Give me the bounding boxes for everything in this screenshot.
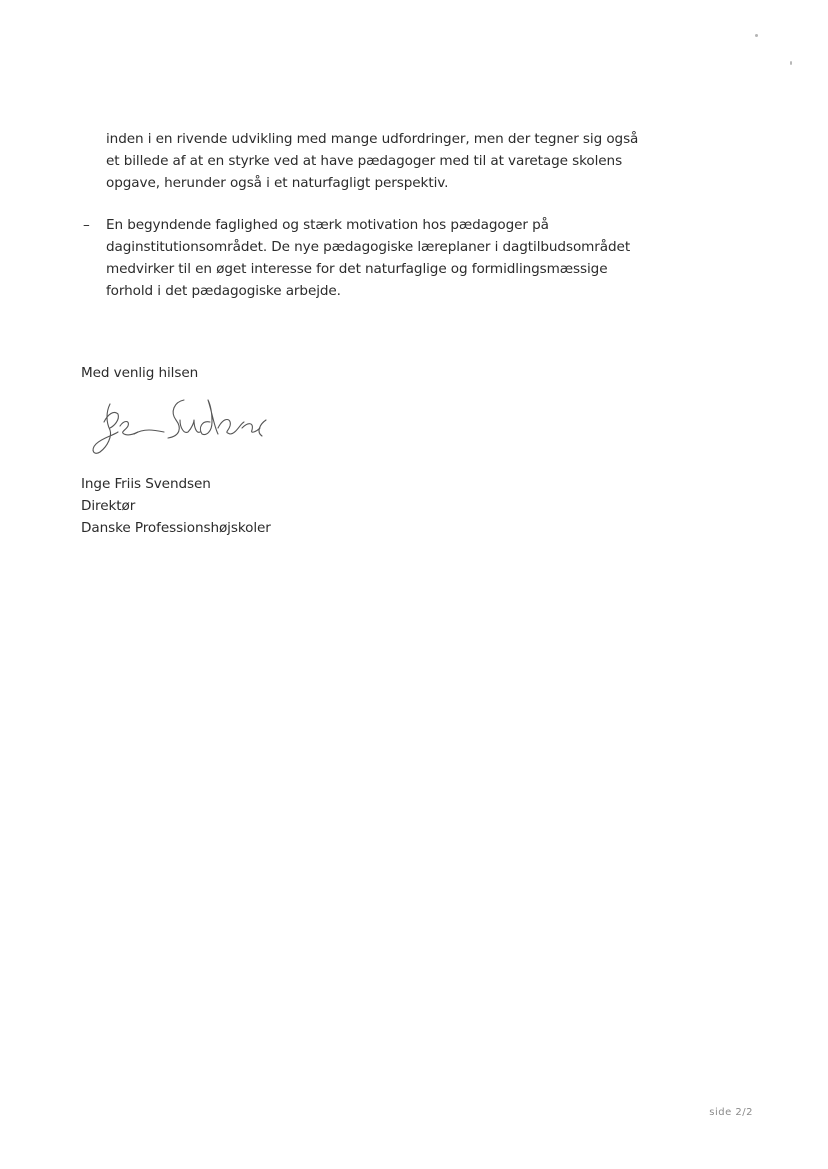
page-number: side 2/2 — [709, 1107, 753, 1118]
scan-speck — [755, 34, 758, 37]
signatory-name: Inge Friis Svendsen — [81, 476, 211, 492]
paragraph-line: et billede af at en styrke ved at have pædagoger med til at varetage skolens — [106, 153, 623, 169]
closing-greeting: Med venlig hilsen — [81, 365, 199, 381]
signatory-title: Direktør — [81, 498, 136, 514]
continued-paragraph — [106, 128, 638, 194]
paragraph-line: opgave, herunder også i et naturfagligt perspektiv. — [106, 175, 449, 191]
paragraph-line: forhold i det pædagogiske arbejde. — [106, 283, 341, 299]
signatory-block — [81, 473, 271, 539]
signatory-organization: Danske Professionshøjskoler — [81, 520, 271, 536]
handwritten-signature-icon — [84, 392, 284, 460]
bullet-paragraph — [106, 214, 630, 302]
bullet-marker: – — [83, 217, 90, 233]
paragraph-line: inden i en rivende udvikling med mange udfordringer, men der tegner sig også — [106, 131, 639, 147]
paragraph-line: En begyndende faglighed og stærk motivation hos pædagoger på — [106, 217, 549, 233]
scan-speck — [790, 61, 792, 65]
paragraph-line: medvirker til en øget interesse for det naturfaglige og formidlingsmæssige — [106, 261, 608, 277]
paragraph-line: daginstitutionsområdet. De nye pædagogiske læreplaner i dagtilbudsområdet — [106, 239, 631, 255]
